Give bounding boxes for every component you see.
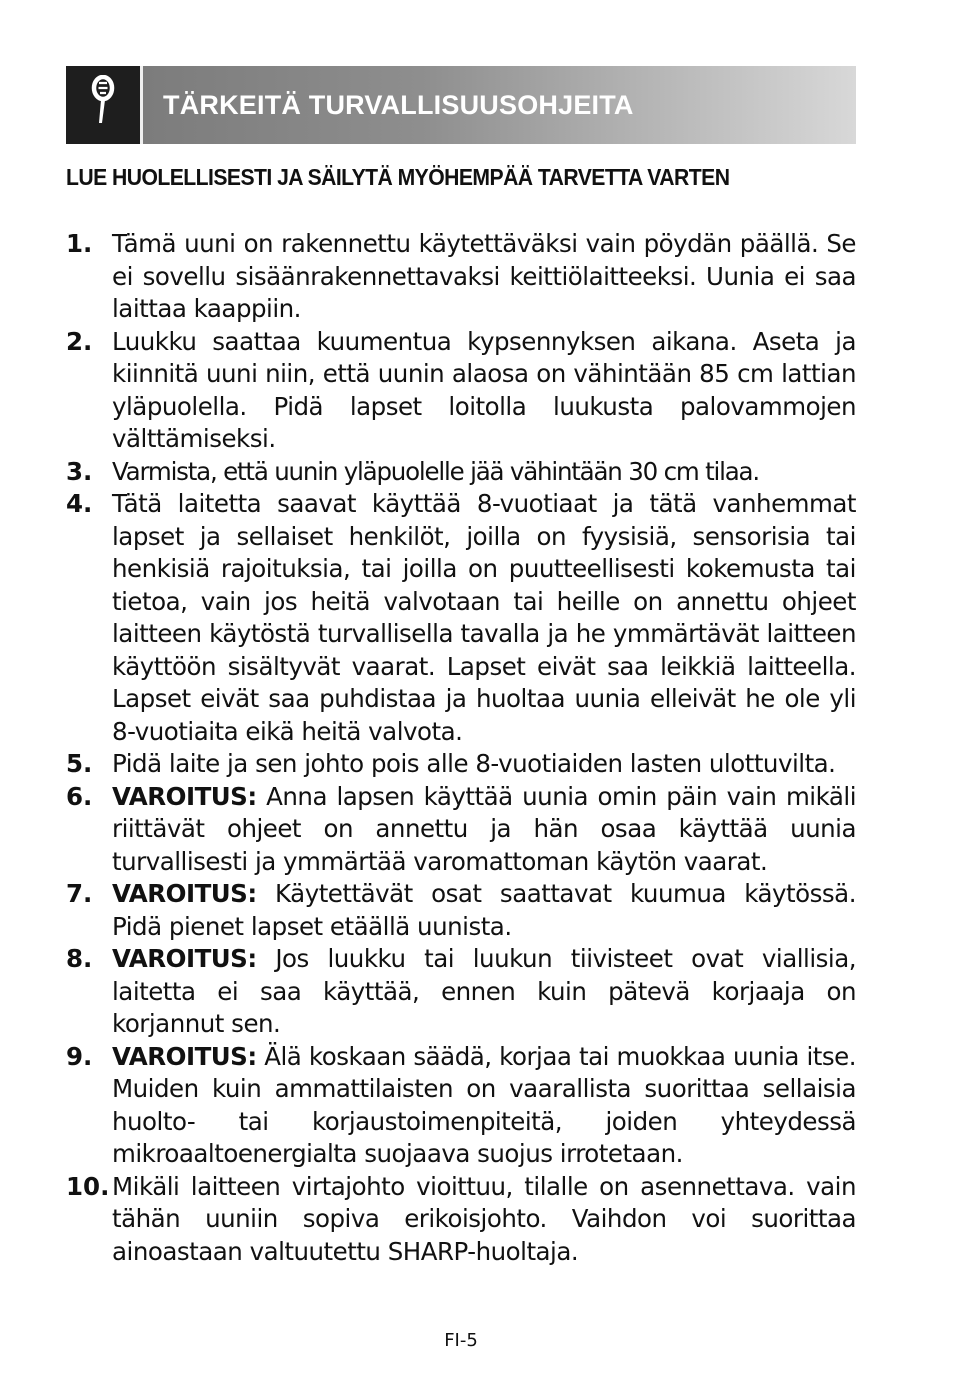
- item-text: [112, 878, 856, 943]
- warning-label: VAROITUS:: [112, 944, 257, 973]
- list-item: [66, 943, 856, 1041]
- list-item: [66, 878, 856, 943]
- item-number: 3.: [66, 456, 93, 486]
- item-body: Tämä uuni on rakennettu käytettäväksi vain pöydän päällä. Se ei sovellu sisäänrakennettavaksi keittiölaitteeksi. Uunia ei saa laittaa kaappiin.: [112, 229, 856, 323]
- item-number: 2.: [66, 326, 93, 356]
- item-body: Anna lapsen käyttää uunia omin päin vain mikäli riittävät ohjeet on annettu ja hän osaa käyttää uunia turvallisesti ja ymmärtää varomattoman käytön vaarat.: [112, 781, 856, 876]
- item-number: 1.: [66, 229, 93, 258]
- safety-instruction-list: [66, 228, 856, 1268]
- item-text: [112, 748, 856, 781]
- item-text: [112, 228, 856, 326]
- item-number: 8.: [66, 944, 93, 973]
- header-icon-box: [66, 66, 143, 144]
- list-item: [66, 228, 856, 326]
- item-body: Mikäli laitteen virtajohto vioittuu, tilalle on asennettava. vain tähän uuniin sopiva erikoisjohto. Vaihdon voi suorittaa ainoastaan valtuutettu SHARP-huoltaja.: [112, 1171, 856, 1266]
- item-body: Varmista, että uunin yläpuolelle jää vähintään 30 cm tilaa.: [112, 456, 759, 486]
- list-item: [66, 748, 856, 781]
- item-text: [112, 943, 856, 1041]
- item-text: [112, 781, 856, 879]
- item-text: [112, 1171, 856, 1269]
- item-body: Tätä laitetta saavat käyttää 8-vuotiaat ja tätä vanhemmat lapset ja sellaiset henkilöt, joilla on fyysisiä, sensorisia tai henkisiä rajoituksia, tai joilla on puutteellisesti kokemusta tai tietoa, vain jos heitä valvotaan tai heille on annettu ohjeet laitteen käytöstä turvallisella tavalla ja he ymmärtävät laitteen käyttöön sisältyvät vaarat. Lapset eivät saa leikkiä laitteella. Lapset eivät saa puhdistaa ja huoltaa uunia elleivät he ole yli 8-vuotiaita eikä heitä valvota.: [112, 489, 856, 746]
- section-title: TÄRKEITÄ TURVALLISUUSOHJEITA: [163, 89, 634, 120]
- section-header: [66, 66, 856, 144]
- list-item: [66, 488, 856, 748]
- item-text: [112, 488, 856, 748]
- instruction-subheading: LUE HUOLELLISESTI JA SÄILYTÄ MYÖHEMPÄÄ TARVETTA VARTEN: [66, 164, 730, 190]
- item-text: [112, 1041, 856, 1171]
- warning-label: VAROITUS:: [112, 781, 257, 811]
- item-body: Älä koskaan säädä, korjaa tai muokkaa uunia itse. Muiden kuin ammattilaisten on vaarallista suorittaa sellaisia huolto- tai korjaustoimenpiteitä, joiden yhteydessä mikroaaltoenergialta suojaava suojus irrotetaan.: [112, 1041, 856, 1168]
- info-pen-icon: [86, 75, 120, 135]
- item-body: Käytettävät osat saattavat kuumua käytössä. Pidä pienet lapset etäällä uunista.: [112, 879, 856, 941]
- item-text: [112, 326, 856, 456]
- item-number: 5.: [66, 749, 93, 778]
- item-number: 6.: [66, 781, 93, 811]
- list-item: [66, 781, 856, 879]
- item-body: Pidä laite ja sen johto pois alle 8-vuotiaiden lasten ulottuvilta.: [112, 749, 836, 778]
- item-number: 9.: [66, 1041, 93, 1071]
- page-number: FI-5: [444, 1330, 478, 1351]
- warning-label: VAROITUS:: [112, 1041, 257, 1071]
- list-item: [66, 456, 856, 489]
- item-number: 4.: [66, 489, 93, 518]
- list-item: [66, 1171, 856, 1269]
- item-number: 10.: [66, 1171, 110, 1201]
- item-body: Luukku saattaa kuumentua kypsennyksen aikana. Aseta ja kiinnitä uuni niin, että uunin alaosa on vähintään 85 cm lattian yläpuolella. Pidä lapset loitolla luukusta palovammojen välttämiseksi.: [112, 326, 856, 453]
- item-body: Jos luukku tai luukun tiivisteet ovat viallisia, laitetta ei saa käyttää, ennen kuin pätevä korjaaja on korjannut sen.: [112, 944, 856, 1038]
- warning-label: VAROITUS:: [112, 879, 257, 908]
- item-number: 7.: [66, 879, 93, 908]
- list-item: [66, 1041, 856, 1171]
- list-item: [66, 326, 856, 456]
- item-text: [112, 456, 856, 489]
